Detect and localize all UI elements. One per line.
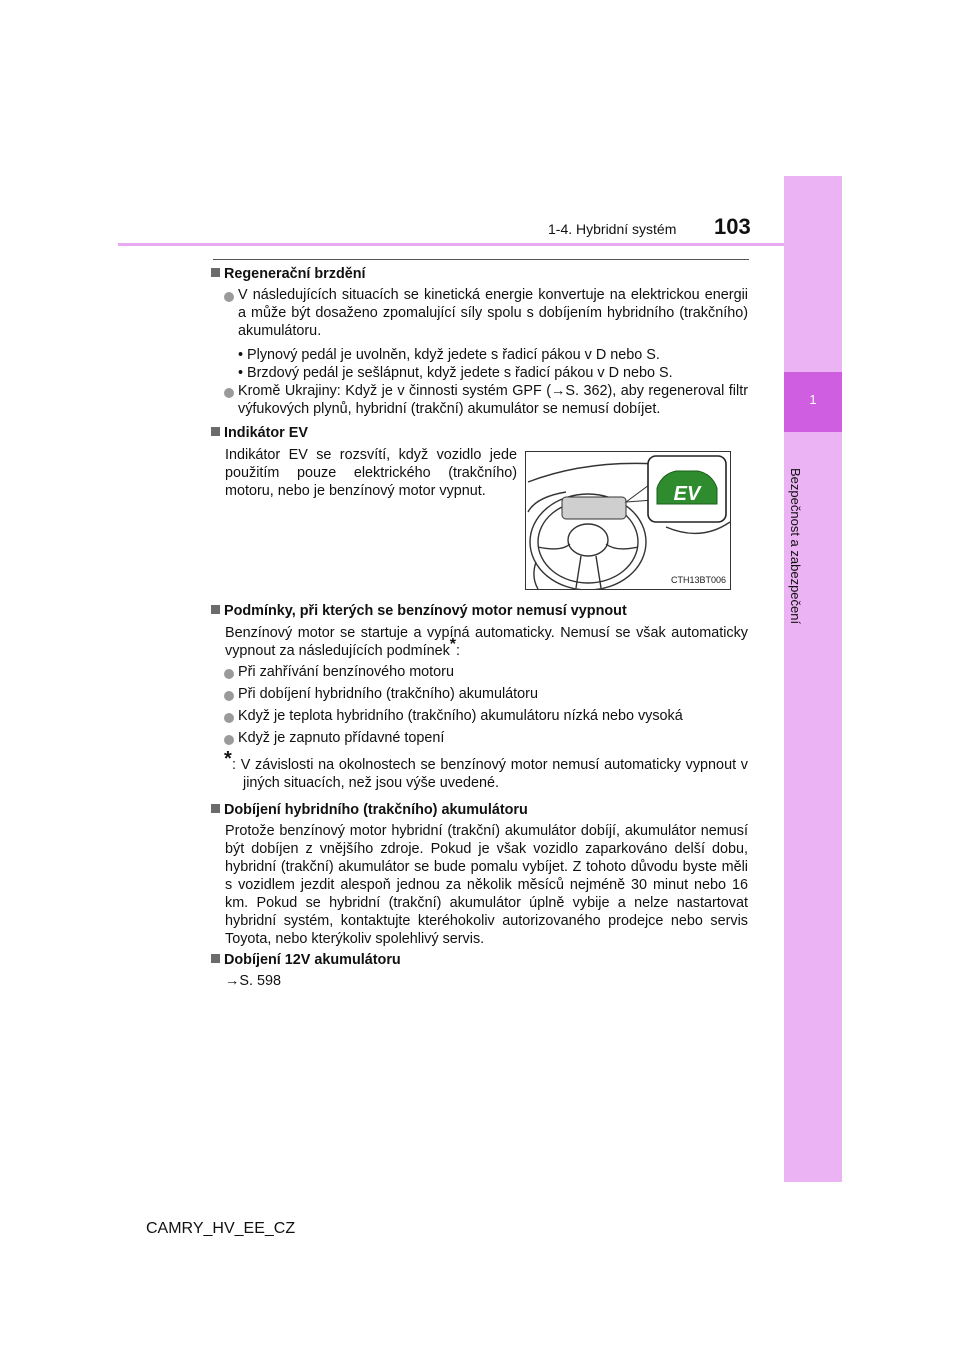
square-bullet-icon (211, 804, 220, 813)
charging-heading: Dobíjení hybridního (trakčního) akumulátoru (211, 801, 528, 819)
regen-bullet-1: V následujících situacích se kinetická energie konvertuje na elektrickou energii a může být dosaženo zpomalující síly spolu s dobíjením hybridního (trakčního) akumulátoru. (238, 287, 748, 339)
dashboard-illustration (526, 452, 730, 589)
bullet-icon (224, 735, 234, 745)
condition-item: Když je zapnuto přídavné topení (238, 730, 445, 746)
dash-curve (666, 522, 730, 533)
dash-outline (528, 492, 566, 512)
square-bullet-icon (211, 954, 220, 963)
conditions-heading: Podmínky, při kterých se benzínový motor nemusí vypnout (211, 602, 627, 620)
footer-code: CAMRY_HV_EE_CZ (146, 1220, 296, 1237)
battery12v-reference: →S. 598 (225, 973, 281, 989)
meter-display (562, 497, 626, 519)
ev-badge-icon: EV (673, 483, 701, 505)
bullet-icon (224, 388, 234, 398)
figure-code: CTH13BT006 (670, 575, 726, 585)
square-bullet-icon (211, 427, 220, 436)
regen-sub-2: • Brzdový pedál je sešlápnut, když jedete s řadicí pákou v D nebo S. (238, 365, 673, 381)
conditions-intro: Benzínový motor se startuje a vypíná automaticky. Nemusí se však automaticky vypnout za následujících podmínek*: (225, 625, 748, 659)
page-number: 103 (714, 214, 751, 239)
dash-outline (528, 463, 656, 482)
conditions-footnote: : V závislosti na okolnostech se benzínový motor nemusí automaticky vypnout v jiných situacích, než jsou výše uvedené. (232, 757, 748, 791)
bullet-icon (224, 669, 234, 679)
condition-item: Při dobíjení hybridního (trakčního) akumulátoru (238, 686, 538, 702)
steering-spokes (538, 544, 638, 549)
regen-heading: Regenerační brzdění (211, 265, 366, 283)
ev-heading: Indikátor EV (211, 424, 308, 442)
square-bullet-icon (211, 268, 220, 277)
bullet-icon (224, 713, 234, 723)
side-tab (784, 176, 842, 1182)
condition-item: Když je teplota hybridního (trakčního) akumulátoru nízká nebo vysoká (238, 708, 683, 724)
battery12v-heading: Dobíjení 12V akumulátoru (211, 951, 401, 969)
bullet-icon (224, 292, 234, 302)
steering-hub (568, 524, 608, 556)
regen-bullet-2: Kromě Ukrajiny: Když je v činnosti systém GPF (→S. 362), aby regeneroval filtr výfukových plynů, hybridní (trakční) akumulátor se nemusí dobíjet. (238, 383, 748, 417)
section-title: 1-4. Hybridní systém (548, 221, 677, 237)
chapter-number: 1 (809, 392, 817, 407)
footnote-star: * (224, 748, 232, 770)
content-top-rule (213, 259, 749, 260)
regen-sub-1: • Plynový pedál je uvolněn, když jedete s řadicí pákou v D nebo S. (238, 347, 660, 363)
charging-text: Protože benzínový motor hybridní (trakční) akumulátor dobíjí, akumulátor nemusí být dobíjen z vnějšího zdroje. Pokud je však vozidlo zaparkováno delší dobu, hybridní (trakční) akumulátor se bude pomalu vybíjet. Z tohoto důvodu byste měli s vozidlem jezdit alespoň jednou za několik měsíců nejméně 30 minut nebo 16 km. Pokud se hybridní (trakční) akumulátor úplně vybije a nelze nastartovat hybridní systém, kontaktujte kteréhokoliv autorizovaného prodejce nebo servis Toyota, nebo kterýkoliv spolehlivý servis. (225, 823, 748, 947)
chapter-title: Bezpečnost a zabezpečení (788, 468, 803, 625)
ev-indicator-figure (525, 451, 731, 590)
header-rule (118, 243, 784, 246)
bullet-icon (224, 691, 234, 701)
condition-item: Při zahřívání benzínového motoru (238, 664, 454, 680)
square-bullet-icon (211, 605, 220, 614)
ev-text: Indikátor EV se rozsvítí, když vozidlo jede použitím pouze elektrického (trakčního) motoru, nebo je benzínový motor vypnut. (225, 447, 517, 499)
